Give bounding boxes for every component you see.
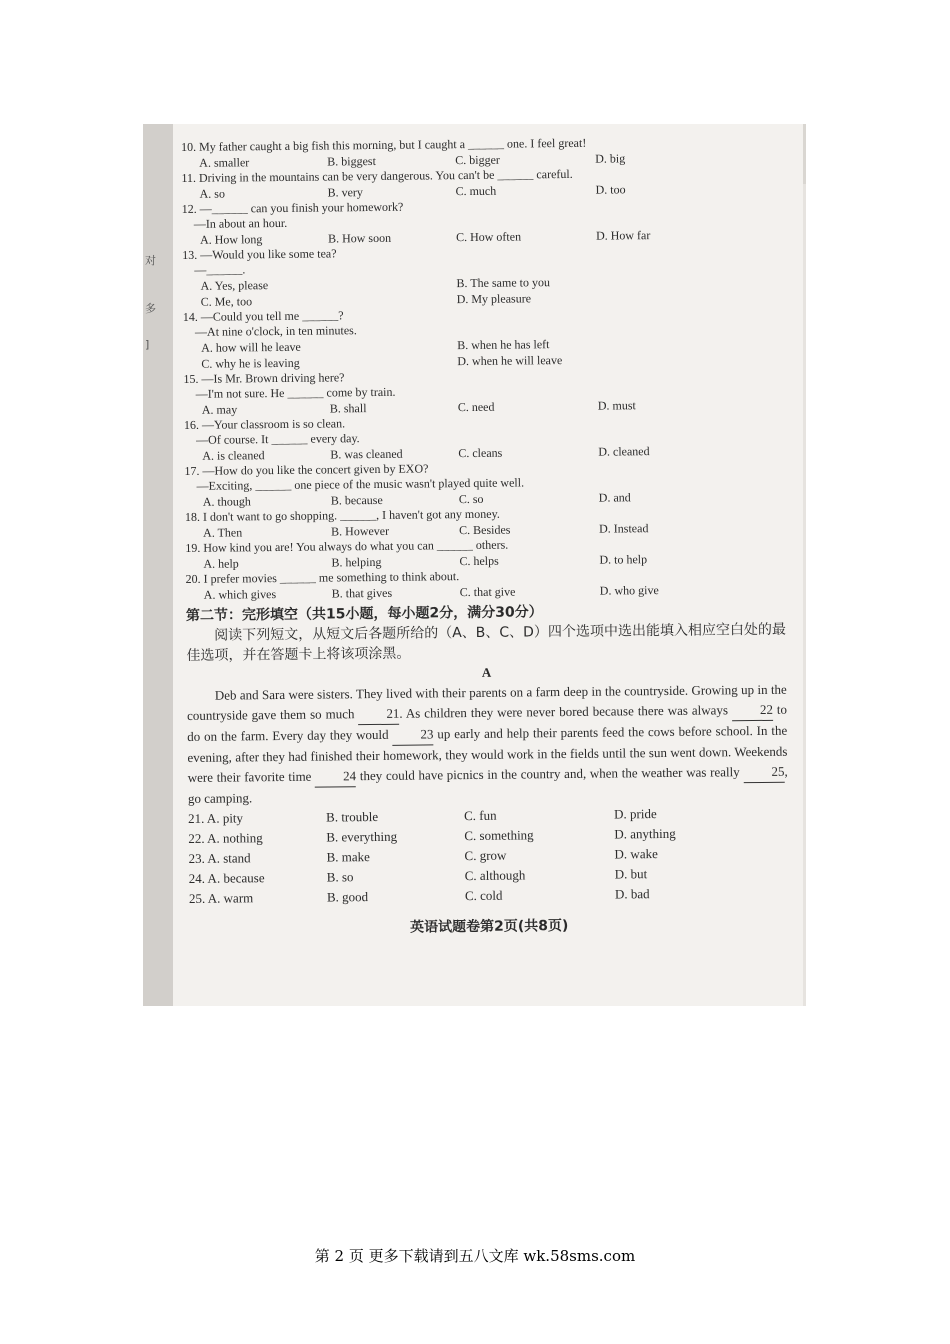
option: B. because [330, 492, 383, 508]
option: D. wake [614, 846, 658, 862]
passage-text: , go camping. [187, 763, 788, 806]
option: D. too [595, 182, 626, 197]
question-text: How kind you are! You always do what you can ______ others. [203, 537, 509, 555]
option: D. must [597, 398, 636, 413]
option: D. but [614, 866, 648, 882]
option: 24. A. because [188, 870, 265, 886]
option: B. good [326, 889, 369, 905]
question-text: —Would you like some tea? [200, 246, 337, 262]
option: A. though [202, 494, 251, 509]
option: 23. A. stand [188, 850, 251, 866]
question-reply: —Exciting, ______ one piece of the music wasn't played quite well. [196, 475, 525, 493]
section-instruction: 阅读下列短文，从短文后各题所给的（A、B、C、D）四个选项中选出能填入相应空白处的最佳选项，并在答题卡上将该项涂黑。 [186, 621, 786, 664]
cloze-blank: 23 [392, 724, 433, 745]
cloze-blank: 24 [315, 766, 356, 787]
margin-mark: 多 [145, 302, 156, 315]
option: B. However [331, 523, 390, 539]
option: 25. A. warm [188, 890, 254, 906]
question-text: I don't want to go shopping. ______, I haven't got any money. [202, 506, 500, 524]
exam-content [181, 134, 789, 939]
question-reply: —______. [194, 262, 246, 277]
passage-text: to do on the farm. Every day they would [187, 701, 788, 744]
question-text: —Is Mr. Brown driving here? [201, 370, 345, 386]
option: C. so [458, 491, 484, 507]
option: C. although [464, 867, 526, 884]
cloze-blank: 22 [732, 700, 773, 721]
question-text: My father caught a big fish this morning, but I caught a ______ one. I feel great! [198, 135, 587, 154]
cloze-passage [187, 680, 788, 809]
option: A. How long [199, 232, 263, 247]
option: D. big [595, 151, 626, 166]
multiple-choice-questions [181, 134, 786, 603]
question-20 [186, 566, 786, 603]
option: B. everything [326, 828, 398, 845]
question-text: —Your classroom is so clean. [201, 416, 346, 432]
question-text: —______ can you finish your homework? [199, 199, 404, 216]
option: D. anything [614, 825, 676, 842]
option: C. why he is leaving [201, 355, 300, 371]
option: C. that give [459, 584, 516, 600]
option: A. Then [203, 525, 243, 540]
option: A. so [199, 186, 225, 201]
question-number: 17. [184, 463, 200, 478]
option: D. pride [614, 806, 657, 822]
passage-text: they could have picnics in the country and, when the weather was really [356, 764, 744, 784]
section-title: 第二节：完形填空（共15小题，每小题2分，满分30分） [185, 604, 543, 624]
option: B. make [326, 849, 370, 865]
question-14 [183, 304, 784, 372]
question-number: 15. [183, 371, 199, 386]
passage-text: . As children they were never bored because there was always [399, 702, 732, 721]
option: D. Instead [599, 521, 649, 536]
option: B. very [327, 185, 363, 200]
question-12 [182, 196, 782, 248]
question-number: 11. [181, 170, 197, 185]
question-number: 13. [182, 247, 198, 262]
exam-sheet [173, 124, 803, 1006]
option: B. helping [331, 554, 382, 570]
passage-label: A [481, 664, 492, 680]
question-text: I prefer movies ______ me something to think about. [203, 569, 460, 586]
option: A. smaller [199, 155, 250, 170]
question-reply: —I'm not sure. He ______ come by train. [195, 384, 396, 401]
question-number: 12. [181, 201, 197, 216]
option: D. My pleasure [456, 291, 532, 307]
question-text: —How do you like the concert given by EXO? [202, 461, 429, 478]
margin-mark: ] [145, 338, 150, 351]
option: B. The same to you [456, 275, 551, 291]
option: B. that gives [331, 585, 393, 601]
option: B. so [326, 869, 354, 885]
passage-text: up early and help their parents feed the cows before school. In the evening, after they had finished their homework, they would work in the fields until the sun went down. Weekends were their favorite time [187, 722, 788, 785]
option: C. grow [464, 847, 507, 864]
option: D. when he will leave [457, 353, 563, 369]
option: D. to help [599, 552, 648, 567]
question-number: 10. [181, 139, 197, 154]
option: B. biggest [327, 153, 376, 169]
option: B. trouble [326, 808, 379, 825]
option: C. bigger [455, 152, 500, 168]
option: A. may [201, 402, 238, 417]
question-reply: —In about an hour. [193, 215, 288, 231]
option: B. How soon [327, 230, 392, 246]
option: D. How far [595, 228, 651, 243]
option: C. How often [455, 229, 522, 245]
option: C. much [455, 183, 497, 199]
question-15 [183, 366, 783, 418]
option: C. something [464, 827, 534, 844]
question-text: —Could you tell me ______? [200, 308, 344, 324]
option: 22. A. nothing [188, 830, 263, 846]
option: A. which gives [203, 587, 277, 602]
option: A. Yes, please [200, 278, 269, 293]
passage-text: Deb and Sara were sisters. They lived with their parents on a farm deep in the countryside. Growing up in the countryside gave them so much [186, 681, 787, 723]
option: C. Me, too [200, 294, 253, 309]
option: C. cleans [458, 445, 503, 461]
question-number: 18. [184, 509, 201, 524]
option: C. fun [464, 807, 497, 824]
question-reply: —At nine o'clock, in ten minutes. [194, 323, 357, 339]
question-number: 20. [185, 571, 201, 586]
option: B. when he has left [457, 337, 550, 353]
page-footer: 第 2 页 更多下载请到五八文库 wk.58sms.com [314, 1247, 636, 1265]
exam-page-number: 英语试题卷第2页(共8页) [410, 917, 569, 936]
question-17 [184, 458, 784, 510]
cloze-blank: 25 [743, 762, 784, 783]
option: B. was cleaned [330, 446, 403, 462]
option: C. cold [464, 887, 503, 904]
option: 21. A. pity [188, 810, 244, 826]
question-16 [184, 412, 784, 464]
cloze-options [188, 803, 789, 909]
margin-mark: 对 [145, 254, 156, 267]
option: D. cleaned [598, 444, 650, 459]
option: C. Besides [459, 522, 511, 538]
question-number: 19. [185, 540, 201, 555]
option: A. how will he leave [201, 339, 301, 355]
question-13 [182, 242, 783, 310]
cloze-blank: 21 [358, 704, 399, 725]
option: C. helps [459, 553, 499, 569]
option: C. need [457, 399, 495, 415]
exam-page-photo [143, 124, 806, 1006]
option: A. help [203, 556, 239, 571]
question-reply: —Of course. It ______ every day. [196, 431, 360, 447]
option: B. shall [329, 401, 367, 416]
option: D. bad [614, 886, 650, 902]
question-number: 16. [183, 417, 200, 432]
option: D. and [598, 490, 631, 505]
question-text: Driving in the mountains can be very dangerous. You can't be ______ careful. [198, 166, 573, 185]
option: D. who give [599, 583, 659, 598]
question-number: 14. [182, 309, 198, 324]
option: A. is cleaned [202, 448, 265, 463]
